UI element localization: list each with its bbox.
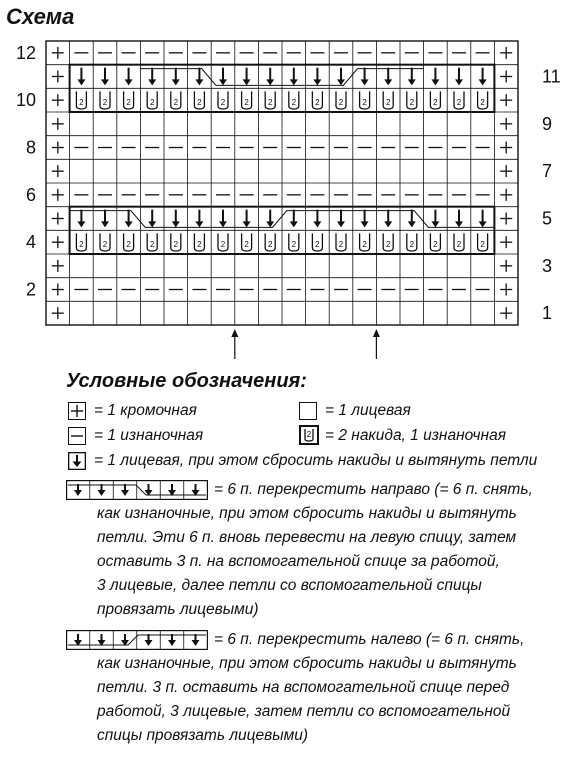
legend-cross-left-line5: спицы провязать лицевыми) xyxy=(97,727,309,744)
legend-knit-label: = 1 лицевая xyxy=(325,402,411,419)
yarn-over-count: 2 xyxy=(362,240,367,249)
row-label-right: 3 xyxy=(542,255,553,276)
legend-cross-left-line3: петли. 3 п. оставить на вспомогательной спице перед xyxy=(97,679,510,696)
yarn-over-count: 2 xyxy=(385,98,391,107)
yarn-over-count: 2 xyxy=(409,240,415,249)
yarn-over-count: 2 xyxy=(267,98,273,107)
yarn-over-count: 2 xyxy=(315,98,320,107)
row-label-right: 11 xyxy=(542,66,561,87)
row-label-left: 4 xyxy=(25,232,36,253)
yarn-over-count: 2 xyxy=(480,98,485,107)
row-label-left: 8 xyxy=(25,137,36,158)
svg-text:2: 2 xyxy=(306,430,312,439)
row-label-left: 2 xyxy=(25,279,36,300)
legend-drop-label: = 1 лицевая, при этом сбросить накиды и вытянуть петли xyxy=(94,452,538,469)
row-label-right: 9 xyxy=(542,113,553,134)
yarn-over-count: 2 xyxy=(291,240,297,249)
yarn-over-count: 2 xyxy=(149,98,155,107)
yarn-over-count: 2 xyxy=(456,98,462,107)
yarn-over-count: 2 xyxy=(102,98,108,107)
legend-yo2-label: = 2 накида, 1 изнаночная xyxy=(325,427,506,444)
legend-cross-right-line2: как изнаночные, при этом сбросить накиды и вытянуть xyxy=(97,505,517,522)
legend-title: Условные обозначения: xyxy=(66,370,307,392)
yarn-over-count: 2 xyxy=(149,240,155,249)
edge-stitch-symbol-icon xyxy=(68,402,86,420)
row-label-left: 6 xyxy=(25,184,36,205)
row-label-right: 5 xyxy=(542,208,553,229)
purl-stitch-symbol-icon xyxy=(68,427,86,445)
yarn-over-count: 2 xyxy=(480,240,485,249)
yarn-over-count: 2 xyxy=(126,98,131,107)
double-yarn-over-symbol-icon xyxy=(299,425,319,445)
yarn-over-count: 2 xyxy=(338,240,344,249)
yarn-over-count: 2 xyxy=(291,98,297,107)
yarn-over-count: 2 xyxy=(126,240,131,249)
yarn-over-count: 2 xyxy=(220,240,226,249)
knitting-chart xyxy=(0,0,569,370)
row-label-right: 7 xyxy=(542,161,553,182)
yarn-over-count: 2 xyxy=(433,240,438,249)
legend-edge-label: = 1 кромочная xyxy=(94,402,197,419)
yarn-over-count: 2 xyxy=(244,98,249,107)
legend-cross-left-line1: = 6 п. перекрестить налево (= 6 п. снять, xyxy=(214,631,525,648)
row-label-left: 10 xyxy=(15,90,36,111)
yarn-over-count: 2 xyxy=(338,98,344,107)
yarn-over-count: 2 xyxy=(197,240,202,249)
yarn-over-count: 2 xyxy=(456,240,462,249)
pattern-repeat-arrowhead xyxy=(231,329,238,337)
cross-left-symbol-icon xyxy=(66,630,208,650)
yarn-over-count: 2 xyxy=(362,98,367,107)
yarn-over-count: 2 xyxy=(315,240,320,249)
legend-cross-left-line4: работой, 3 лицевые, затем петли со вспомогательной xyxy=(97,703,511,720)
yarn-over-count: 2 xyxy=(197,98,202,107)
legend-cross-right-line6: провязать лицевыми) xyxy=(97,601,259,618)
yarn-over-count: 2 xyxy=(267,240,273,249)
legend-purl-label: = 1 изнаночная xyxy=(94,427,204,444)
yarn-over-count: 2 xyxy=(79,98,84,107)
yarn-over-count: 2 xyxy=(433,98,438,107)
yarn-over-count: 2 xyxy=(220,98,226,107)
chart-title: Схема xyxy=(6,4,75,29)
row-label-left: 12 xyxy=(15,42,36,63)
legend-cross-right-line3: петли. Эти 6 п. вновь перевести на левую спицу, затем xyxy=(97,529,517,546)
legend-cross-right-line5: 3 лицевые, далее петли со вспомогательной спицы xyxy=(97,577,482,594)
yarn-over-count: 2 xyxy=(102,240,108,249)
drop-stitch-symbol-icon xyxy=(68,452,86,470)
pattern-repeat-arrowhead xyxy=(373,329,380,337)
yarn-over-count: 2 xyxy=(79,240,84,249)
yarn-over-count: 2 xyxy=(173,240,179,249)
yarn-over-count: 2 xyxy=(409,98,415,107)
legend-cross-right-line1: = 6 п. перекрестить направо (= 6 п. снять, xyxy=(214,481,533,498)
yarn-over-count: 2 xyxy=(244,240,249,249)
knit-stitch-symbol-icon xyxy=(299,402,317,420)
cross-right-symbol-icon xyxy=(66,480,208,500)
row-label-right: 1 xyxy=(542,303,553,324)
yarn-over-count: 2 xyxy=(173,98,179,107)
legend-cross-right-line4: оставить 3 п. на вспомогательной спице за работой, xyxy=(97,553,500,570)
yarn-over-count: 2 xyxy=(385,240,391,249)
legend-cross-left-line2: как изнаночные, при этом сбросить накиды и вытянуть xyxy=(97,655,517,672)
